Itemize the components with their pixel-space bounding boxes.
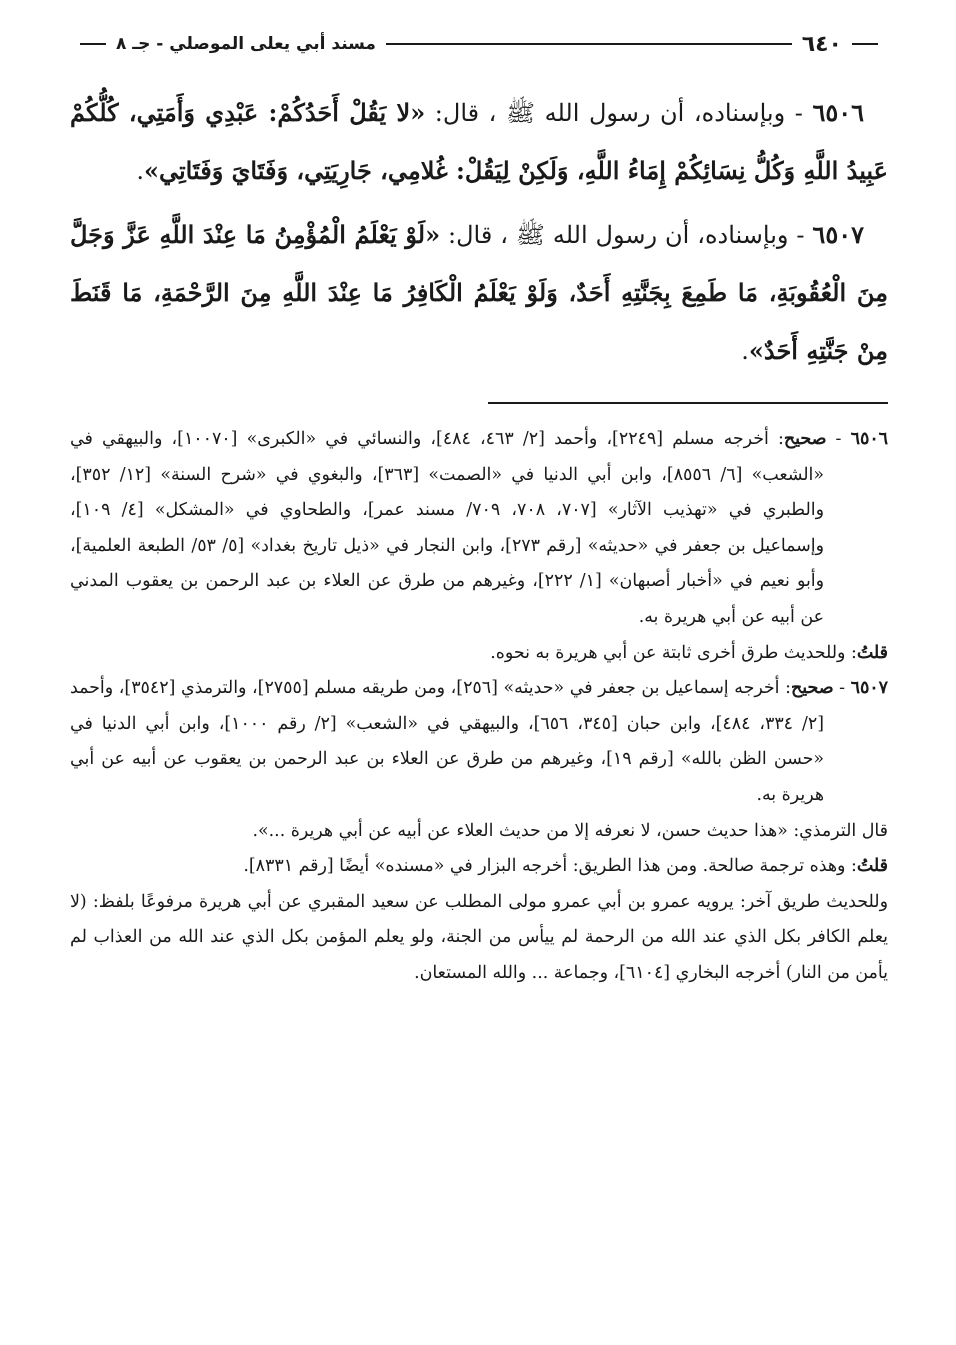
hadith-number: ٦٥٠٧ xyxy=(812,220,864,249)
hadith-matn: «لَوْ يَعْلَمُ الْمُؤْمِنُ مَا عِنْدَ اللَّهِ عَزَّ وَجَلَّ مِنَ الْعُقُوبَةِ، مَا طَمِعَ بِجَنَّتِهِ أَحَدٌ، وَلَوْ يَعْلَمُ الْكَافِرُ مَا عِنْدَ اللَّهِ مِنَ الرَّحْمَةِ، مَا قَنَطَ مِنْ جَنَّتِهِ أَحَدٌ» xyxy=(70,220,888,365)
footnote-comment xyxy=(70,849,888,885)
hadith-text-block xyxy=(70,84,888,380)
page xyxy=(70,22,888,992)
footnote-grade: صحيح xyxy=(791,678,834,699)
hadith-end: . xyxy=(136,157,144,185)
footnote-comment xyxy=(70,636,888,672)
footnote-6506 xyxy=(70,422,888,636)
hadith-6506 xyxy=(70,84,888,200)
tirmidhi-comment: قال الترمذي: «هذا حديث حسن، لا نعرفه إلا من حديث العلاء عن أبيه عن أبي هريرة ...». xyxy=(252,820,888,841)
dash: - xyxy=(833,678,851,699)
comment-label: قلتُ xyxy=(856,642,888,663)
comment-label: قلتُ xyxy=(856,856,888,877)
header-rule xyxy=(386,43,792,45)
footnote-text: : أخرجه إسماعيل بن جعفر في «حديثه» [٢٥٦]، ومن طريقه مسلم [٢٧٥٥]، والترمذي [٣٥٤٢]، وأحمد [٢/ ٣٣٤، ٤٨٤]، وابن حبان [٣٤٥، ٦٥٦]، والبيهقي في «الشعب» [٢/ رقم ١٠٠٠]، وابن أبي الدنيا في «حسن الظن بالله» [رقم ١٩]، وغيرهم من طرق عن العلاء بن عبد الرحمن بن يعقوب عن أبيه عن أبي هريرة به. xyxy=(70,678,824,805)
hadith-matn: «لا يَقُلْ أَحَدُكُمْ: عَبْدِي وَأَمَتِي، كُلُّكُمْ عَبِيدُ اللَّهِ وَكُلُّ نِسَائِكُمْ إِمَاءُ اللَّهِ، وَلَكِنْ لِيَقُلْ: غُلامِي، جَارِيَتِي، وَفَتَايَ وَفَتَاتِي» xyxy=(70,98,888,185)
comment-text: : وهذه ترجمة صالحة. ومن هذا الطريق: أخرجه البزار في «مسنده» أيضًا [رقم ٨٣٣١]. xyxy=(243,856,857,877)
dash: - xyxy=(785,99,813,127)
comment-text: : وللحديث طرق أخرى ثابتة عن أبي هريرة به نحوه. xyxy=(490,642,857,663)
dash: - xyxy=(826,429,851,449)
footnotes xyxy=(70,422,888,992)
footnote-number: ٦٥٠٦ xyxy=(850,429,889,449)
header-rule-left xyxy=(80,43,106,45)
footnote-grade: صحيح xyxy=(783,429,827,449)
running-header xyxy=(70,22,888,66)
hadith-number: ٦٥٠٦ xyxy=(812,98,865,127)
dash: - xyxy=(788,221,813,249)
footnote-separator xyxy=(488,402,888,404)
footnote-text: : أخرجه مسلم [٢٢٤٩]، وأحمد [٢/ ٤٦٣، ٤٨٤]، والنسائي في «الكبرى» [١٠٠٧٠]، والبيهقي في «الشعب» [٦/ ٨٥٥٦]، وابن أبي الدنيا في «الصمت» [٣٦٣]، والبغوي في «شرح السنة» [١٢/ ٣٥٢]، والطبري في «تهذيب الآثار» [٧٠٧، ٧٠٨، ٧٠٩/ مسند عمر]، والطحاوي في «المشكل» [٤/ ١٠٩]، وإسماعيل بن جعفر في «حديثه» [رقم ٢٧٣]، وابن النجار في «ذيل تاريخ بغداد» [٥/ ٥٣/ الطبعة العلمية]، وأبو نعيم في «أخبار أصبهان» [١/ ٢٢٢]، وغيرهم من طرق عن العلاء بن عبد الرحمن بن يعقوب المدني عن أبيه عن أبي هريرة به. xyxy=(70,429,825,627)
hadith-isnad: وبإسناده، أن رسول الله ﷺ ، قال: xyxy=(440,221,789,249)
book-title: مسند أبي يعلى الموصلي - جـ ٨ xyxy=(116,34,376,54)
header-rule-right xyxy=(852,43,878,45)
footnote-number: ٦٥٠٧ xyxy=(850,678,888,699)
page-number: ٦٤٠ xyxy=(801,31,842,57)
hadith-6507 xyxy=(70,206,888,380)
hadith-isnad: وبإسناده، أن رسول الله ﷺ ، قال: xyxy=(425,99,786,127)
hadith-end: . xyxy=(741,337,749,365)
other-path-comment: وللحديث طريق آخر: يرويه عمرو بن أبي عمرو مولى المطلب عن سعيد المقبري عن أبي هريرة مرفوعًا بلفظ: (لا يعلم الكافر بكل الذي عند الله من الرحمة لم ييأس من الجنة، ولو يعلم المؤمن بكل الذي عند الله من العذاب لم يأمن من النار) أخرجه البخاري [٦١٠٤]، وجماعة ... والله المستعان. xyxy=(70,891,888,983)
footnote-6507 xyxy=(70,671,888,813)
